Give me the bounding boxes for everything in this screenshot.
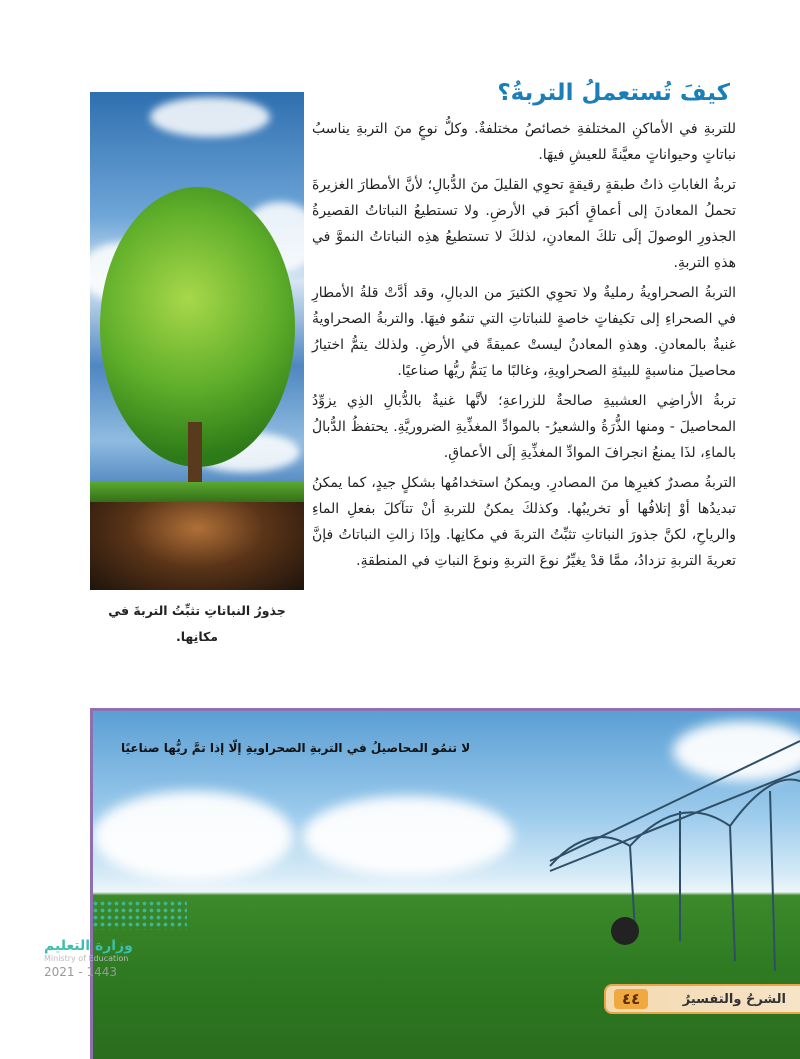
image-caption: جذورُ النباتاتِ تثبِّتُ التربةَ في مكانِها.: [108, 603, 286, 644]
body-text: [312, 116, 736, 578]
center-pivot-irrigation: [530, 731, 800, 971]
paragraph: تربةُ الأراضِي العشبيةِ صالحةٌ للزراعةِ؛ لأنَّها غنيةٌ بالدُّبالِ الذِي يزوِّدُ المحاصيلَ - ومنها الذُّرَةُ والشعيرُ- بالموادِّ المغذِّيةِ الضروريَّةِ. يحتفظُ الدُّبالُ بالماءِ، لذَا يمنعُ انجرافَ الموادِّ المغذِّيةِ إلَى الأعماقِ.: [312, 393, 736, 461]
logo-english: Ministry of Education: [44, 954, 129, 963]
paragraph: للتربةِ في الأماكنِ المختلفةِ خصائصُ مختلفةٌ. وكلُّ نوعٍ منَ التربةِ يناسبُ نباتاتٍ وحيواناتٍ معيَّنةً للعيشِ فيهَا.: [312, 121, 736, 163]
tree-roots-image: [90, 92, 304, 590]
paragraph: التربةُ الصحراويةُ رمليةٌ ولا تحوِي الكثيرَ من الدبالِ، وقد أدَّتْ قلةُ الأمطارِ في الصحراءِ إلى تكيفاتٍ خاصةٍ للنباتاتِ التي تنمُو فيهَا. والتربةُ الصحراويةُ غنيةٌ بالمعادنِ. وهذهِ المعادنُ ليستْ عميقةً في الأرضِ. ولذلك يتمُّ اختيارُ محاصيلَ مناسبةٍ للبيئةِ الصحراويةِ، وغالبًا ما يَتمُّ ريُّها صناعيًا.: [312, 285, 736, 379]
paragraph: التربةُ مصدرٌ كغيرِها منَ المصادرِ. ويمكنُ استخدامُها بشكلٍ جيدٍ، كما يمكنُ تبديدُها أوْ إتلافُها أو تخريبُها. وكذلكَ يمكنُ للتربةِ أنْ تتآكلَ بفعلِ الماءِ والرياحِ، لكنَّ جذورَ النباتاتِ تثبِّتُ التربةَ في مكانِها. وإذَا زالتِ النباتاتُ فإنَّ تعريةَ التربةِ تزدادُ، ممَّا قدْ يغيِّرُ نوعَ التربةِ ونوعَ النباتِ في المنطقةِ.: [312, 475, 736, 569]
logo-mark-icon: [92, 900, 187, 930]
section-label: الشرحُ والتفسيرُ: [682, 991, 786, 1007]
page-number: ٤٤: [614, 989, 648, 1009]
page-footer-badge: [604, 984, 800, 1014]
logo-arabic: وزارة التعليم: [44, 938, 133, 954]
ministry-logo: [44, 900, 144, 979]
paragraph: تربةُ الغاباتِ ذاتُ طبقةٍ رقيقةٍ تحوِي القليلَ منَ الدُّبالِ؛ لأنَّ الأمطارَ الغزيرةَ تحملُ المعادنَ إلى أعماقٍ أكبرَ في الأرضِ. ولا تستطيعُ النباتاتُ القصيرةُ الجذورِ الوصولَ إلَى تلكَ المعادنِ، لذلكَ لا تستطيعُ هذِه النباتاتُ النموَّ في هذهِ التربةِ.: [312, 177, 736, 271]
section-heading: كيفَ تُستعملُ التربةُ؟: [497, 80, 730, 106]
photo-caption: لا تنمُو المحاصيلُ في التربةِ الصحراويةِ إلّا إذا تمَّ ريُّها صناعيًا: [121, 741, 471, 755]
logo-year: 2021 - 1443: [44, 965, 118, 979]
